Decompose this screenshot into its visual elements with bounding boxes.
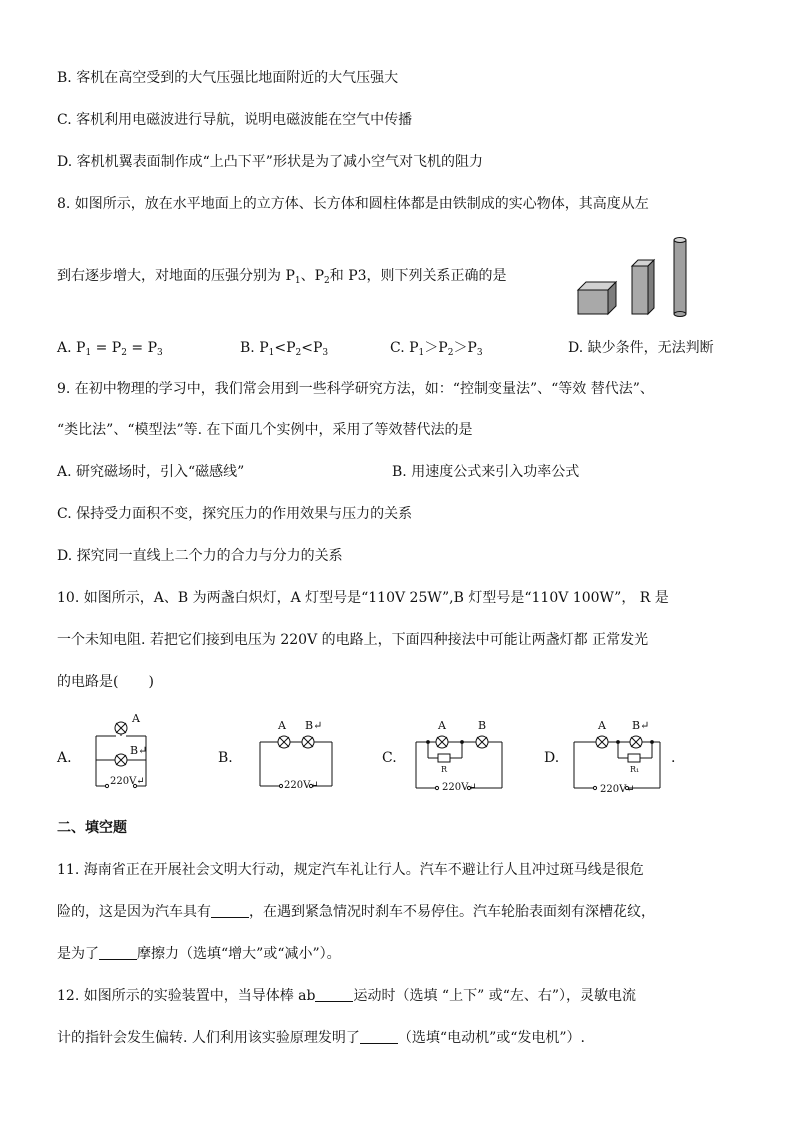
circuit-b-diagram — [250, 714, 350, 798]
circuit-d-diagram — [566, 712, 670, 800]
q9-option-c: C. 保持受力面积不变，探究压力的作用效果与压力的关系 — [57, 506, 413, 522]
q10-end-period: . — [671, 750, 676, 766]
q9-stem-line1: 9. 在初中物理的学习中，我们常会用到一些科学研究方法，如：“控制变量法”、“等效 替代法”、 — [57, 381, 654, 397]
q7-option-b: B. 客机在高空受到的大气压强比地面附近的大气压强大 — [57, 70, 399, 86]
q10-stem-line3: 的电路是( ) — [57, 674, 154, 690]
q8-option-c: C. $P_1>P_2>P_3$ — [390, 340, 483, 358]
q11-stem-line2: 险的，这是因为汽车具有 ，在遇到紧急情况时刹车不易停住。汽车轮胎表面刻有深槽花纹， — [57, 904, 655, 920]
section-title: 二、填空题 — [57, 820, 127, 836]
q10-stem-line2: 一个未知电阻. 若把它们接到电压为 220V 的电路上，下面四种接法中可能让两盏灯都 正常发光 — [57, 632, 649, 648]
q8-option-d: D. 缺少条件，无法判断 — [568, 340, 714, 356]
lamp-a-label: A — [438, 719, 446, 732]
q9-option-a: A. 研究磁场时，引入“磁感线” — [57, 464, 245, 480]
voltage-label: 220V↵ — [284, 780, 319, 791]
q8-stem-line2: 到右逐步增大，对地面的压强分别为 $P_1$、$P_2$和 P3，则下列关系正确的是 — [57, 268, 507, 286]
lamp-b-label: B↵ — [305, 719, 323, 732]
q7-option-d: D. 客机机翼表面制作成“上凸下平”形状是为了减小空气对飞机的阻力 — [57, 154, 483, 170]
lamp-b-label: B↵ — [130, 744, 148, 757]
lamp-a-label: A — [598, 719, 606, 732]
q9-stem-line2: “类比法”、“模型法”等. 在下面几个实例中，采用了等效替代法的是 — [57, 422, 473, 438]
q8-stem-line1: 8. 如图所示，放在水平地面上的立方体、长方体和圆柱体都是由铁制成的实心物体，其高度从左 — [57, 196, 649, 212]
resistor-r1-icon — [628, 754, 640, 762]
voltage-label: 220V↵ — [600, 784, 635, 795]
circuit-a-diagram — [86, 710, 166, 798]
voltage-label: 220V↵ — [442, 782, 477, 793]
q8-option-a: A. $P_1 = P_2 = P_3$ — [57, 340, 163, 358]
blank-3 — [315, 987, 353, 1002]
blank-1 — [211, 903, 249, 918]
circuit-c-label: C. — [382, 750, 397, 766]
q8-option-b: B. $P_1<P_2<P_3$ — [240, 340, 329, 358]
q7-option-c: C. 客机利用电磁波进行导航，说明电磁波能在空气中传播 — [57, 112, 413, 128]
q9-option-d: D. 探究同一直线上二个力的合力与分力的关系 — [57, 548, 343, 564]
q11-stem-line1: 11. 海南省正在开展社会文明大行动，规定汽车礼让行人。汽车不避让行人且冲过斑马线是很危 — [57, 862, 644, 878]
circuit-a-label: A. — [57, 750, 72, 766]
resistor-label: R — [441, 765, 448, 774]
q9-option-b: B. 用速度公式来引入功率公式 — [392, 464, 580, 480]
blank-2 — [99, 945, 137, 960]
q12-stem-line1: 12. 如图所示的实验装置中，当导体棒 ab 运动时（选填 “上下” 或“左、右”），灵敏电流 — [57, 988, 637, 1004]
lamp-a-label: A — [132, 712, 140, 725]
circuit-d-label: D. — [544, 750, 560, 766]
cube-solid — [578, 282, 616, 314]
q10-stem-line1: 10. 如图所示，A、B 为两盏白炽灯，A 灯型号是“110V 25W”,B 灯型号是“110V 100W”， R 是 — [57, 590, 669, 606]
q12-stem-line2: 计的指针会发生偏转. 人们利用该实验原理发明了 （选填“电动机”或“发电机”）. — [57, 1030, 585, 1046]
blank-4 — [360, 1029, 398, 1044]
circuit-b-label: B. — [218, 750, 233, 766]
lamp-b-label: B↵ — [632, 719, 650, 732]
cylinder-solid — [674, 238, 686, 317]
resistor-r-icon — [438, 754, 450, 762]
lamp-b-label: B — [478, 719, 487, 732]
resistor-label: R₁ — [630, 765, 640, 774]
circuit-c-diagram — [408, 712, 512, 798]
q8-figure-solids — [570, 228, 700, 320]
voltage-label: 220V↵ — [110, 776, 145, 787]
lamp-a-label: A — [278, 719, 286, 732]
cuboid-solid — [632, 260, 654, 314]
q11-stem-line3: 是为了 摩擦力（选填“增大”或“减小”）。 — [57, 946, 341, 962]
